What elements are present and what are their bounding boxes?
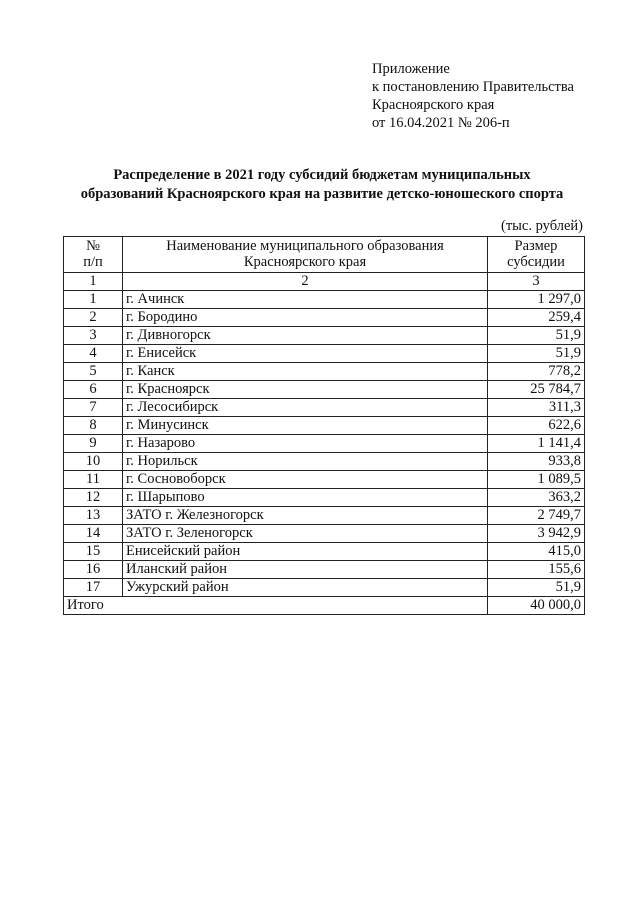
appendix-date-line: от 16.04.2021 № 206-п bbox=[372, 115, 510, 131]
table-row bbox=[64, 309, 585, 327]
row-subsidy-value: 1 089,5 bbox=[488, 471, 585, 489]
row-number: 7 bbox=[64, 399, 123, 417]
row-subsidy-value: 622,6 bbox=[488, 417, 585, 435]
subsidy-table bbox=[63, 236, 585, 615]
table-row bbox=[64, 291, 585, 309]
row-municipality-name: Иланский район bbox=[123, 561, 488, 579]
table-row bbox=[64, 579, 585, 597]
header-name bbox=[123, 237, 488, 273]
row-number: 3 bbox=[64, 327, 123, 345]
row-municipality-name: г. Шарыпово bbox=[123, 489, 488, 507]
row-subsidy-value: 155,6 bbox=[488, 561, 585, 579]
row-number: 6 bbox=[64, 381, 123, 399]
appendix-block bbox=[372, 60, 574, 132]
row-subsidy-value: 1 141,4 bbox=[488, 435, 585, 453]
row-subsidy-value: 51,9 bbox=[488, 579, 585, 597]
row-subsidy-value: 2 749,7 bbox=[488, 507, 585, 525]
header-name-line1: Наименование муниципального образования bbox=[166, 238, 444, 254]
row-number: 2 bbox=[64, 309, 123, 327]
row-subsidy-value: 51,9 bbox=[488, 345, 585, 363]
table-row bbox=[64, 435, 585, 453]
table-row bbox=[64, 507, 585, 525]
appendix-line: Приложение bbox=[372, 61, 450, 77]
column-number: 2 bbox=[123, 273, 488, 291]
header-num bbox=[64, 237, 123, 273]
row-number: 11 bbox=[64, 471, 123, 489]
row-number: 8 bbox=[64, 417, 123, 435]
table-row bbox=[64, 453, 585, 471]
table-header-row bbox=[64, 237, 585, 273]
row-subsidy-value: 415,0 bbox=[488, 543, 585, 561]
row-number: 17 bbox=[64, 579, 123, 597]
total-value: 40 000,0 bbox=[488, 597, 585, 615]
row-number: 14 bbox=[64, 525, 123, 543]
column-number: 1 bbox=[64, 273, 123, 291]
row-municipality-name: ЗАТО г. Железногорск bbox=[123, 507, 488, 525]
row-municipality-name: г. Бородино bbox=[123, 309, 488, 327]
row-municipality-name: ЗАТО г. Зеленогорск bbox=[123, 525, 488, 543]
row-municipality-name: г. Лесосибирск bbox=[123, 399, 488, 417]
column-numbers-row bbox=[64, 273, 585, 291]
appendix-line: Красноярского края bbox=[372, 97, 495, 113]
row-subsidy-value: 933,8 bbox=[488, 453, 585, 471]
title-line: Распределение в 2021 году субсидий бюджетам муниципальных bbox=[113, 167, 531, 183]
row-subsidy-value: 778,2 bbox=[488, 363, 585, 381]
header-num-line1: № bbox=[86, 238, 100, 254]
row-number: 10 bbox=[64, 453, 123, 471]
header-value-line1: Размер bbox=[514, 238, 558, 254]
header-value bbox=[488, 237, 585, 273]
table-row bbox=[64, 561, 585, 579]
row-subsidy-value: 311,3 bbox=[488, 399, 585, 417]
table-row bbox=[64, 543, 585, 561]
row-municipality-name: г. Ачинск bbox=[123, 291, 488, 309]
table-row bbox=[64, 471, 585, 489]
row-number: 4 bbox=[64, 345, 123, 363]
document-title bbox=[60, 166, 584, 204]
row-subsidy-value: 259,4 bbox=[488, 309, 585, 327]
row-number: 16 bbox=[64, 561, 123, 579]
row-number: 9 bbox=[64, 435, 123, 453]
table-row bbox=[64, 363, 585, 381]
table-row bbox=[64, 489, 585, 507]
total-label: Итого bbox=[64, 597, 488, 615]
appendix-line: к постановлению Правительства bbox=[372, 79, 574, 95]
row-municipality-name: г. Назарово bbox=[123, 435, 488, 453]
total-row bbox=[64, 597, 585, 615]
row-subsidy-value: 51,9 bbox=[488, 327, 585, 345]
table-row bbox=[64, 345, 585, 363]
table-row bbox=[64, 399, 585, 417]
row-subsidy-value: 1 297,0 bbox=[488, 291, 585, 309]
row-subsidy-value: 25 784,7 bbox=[488, 381, 585, 399]
row-municipality-name: г. Минусинск bbox=[123, 417, 488, 435]
row-municipality-name: г. Канск bbox=[123, 363, 488, 381]
row-municipality-name: г. Сосновоборск bbox=[123, 471, 488, 489]
row-number: 12 bbox=[64, 489, 123, 507]
title-line: образований Красноярского края на развитие детско-юношеского спорта bbox=[80, 186, 564, 202]
units-label: (тыс. рублей) bbox=[501, 218, 583, 234]
row-number: 1 bbox=[64, 291, 123, 309]
table-row bbox=[64, 327, 585, 345]
header-value-line2: субсидии bbox=[507, 254, 565, 270]
row-number: 5 bbox=[64, 363, 123, 381]
header-num-line2: п/п bbox=[83, 254, 103, 270]
table-row bbox=[64, 525, 585, 543]
row-municipality-name: Ужурский район bbox=[123, 579, 488, 597]
row-municipality-name: г. Норильск bbox=[123, 453, 488, 471]
row-municipality-name: г. Енисейск bbox=[123, 345, 488, 363]
row-municipality-name: г. Дивногорск bbox=[123, 327, 488, 345]
row-subsidy-value: 3 942,9 bbox=[488, 525, 585, 543]
row-number: 15 bbox=[64, 543, 123, 561]
table-row bbox=[64, 381, 585, 399]
column-number: 3 bbox=[488, 273, 585, 291]
row-subsidy-value: 363,2 bbox=[488, 489, 585, 507]
table-row bbox=[64, 417, 585, 435]
header-name-line2: Красноярского края bbox=[243, 254, 367, 270]
row-municipality-name: Енисейский район bbox=[123, 543, 488, 561]
row-number: 13 bbox=[64, 507, 123, 525]
row-municipality-name: г. Красноярск bbox=[123, 381, 488, 399]
